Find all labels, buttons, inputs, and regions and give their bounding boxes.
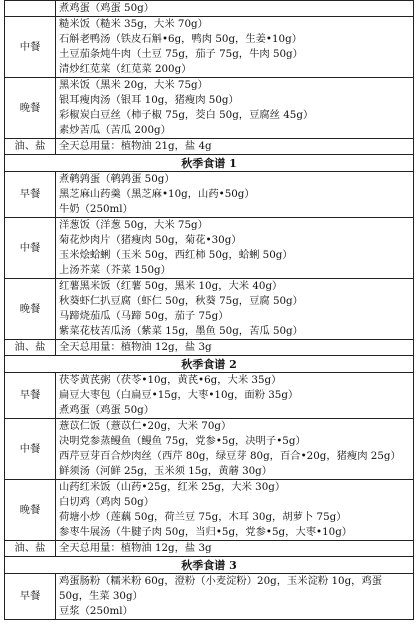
dish-line: 荷塘小炒（莲藕 50g，荷兰豆 75g，木耳 30g，胡萝卜 75g）	[59, 511, 347, 523]
dish-line: 扁豆大枣包（白扁豆•15g，大枣•10g，面粉 35g）	[59, 389, 299, 401]
dish-line: 糙米饭（糙米 35g，大米 70g）	[59, 18, 208, 30]
dish-line: 山药红米饭（山药•25g，红米 25g，大米 30g）	[59, 481, 286, 493]
meal-name: 中餐	[5, 17, 56, 78]
recipe-table	[4, 0, 414, 620]
dish-line: 秋葵虾仁扒豆腐（虾仁 50g，秋葵 75g，豆腐 50g）	[59, 295, 303, 307]
dish-line: 鸡蛋肠粉（糯米粉 60g，澄粉（小麦淀粉）20g，玉米淀粉 10g，鸡蛋 50g，生菜 30g）	[59, 575, 383, 602]
meal-name: 中餐	[5, 419, 56, 480]
dish-line: 洋葱饭（洋葱 50g，大米 75g）	[59, 219, 208, 231]
section-title: 秋季食谱 2	[5, 356, 414, 373]
dish-line: 白切鸡（鸡肉 50g）	[59, 496, 155, 508]
meal-row	[5, 340, 414, 356]
meal-row	[5, 17, 414, 78]
meal-items	[56, 419, 414, 480]
dish-line: 石斛老鸭汤（铁皮石斛•6g，鸭肉 50g，生姜•10g）	[59, 33, 302, 45]
dish-line: 全天总用量：植物油 12g，盐 3g	[59, 341, 212, 353]
meal-items	[56, 218, 414, 279]
dish-line: 菊花炒肉片（猪瘦肉 50g，菊花•30g）	[59, 234, 242, 246]
dish-line: 煮鸡蛋（鸡蛋 50g）	[59, 2, 155, 14]
meal-row	[5, 419, 414, 480]
dish-line: 决明党参蒸鳗鱼（鳗鱼 75g，党参•5g，决明子•5g）	[59, 435, 306, 447]
meal-items	[56, 279, 414, 340]
dish-line: 素炒苦瓜（苦瓜 200g）	[59, 124, 171, 136]
dish-line: 紫菜花枝苦瓜汤（紫菜 15g，墨鱼 50g，苦瓜 50g）	[59, 325, 303, 337]
dish-line: 牛奶（250ml）	[59, 203, 133, 215]
dish-line: 全天总用量：植物油 21g，盐 4g	[59, 140, 212, 152]
dish-line: 黑芝麻山药羹（黑芝麻•10g，山药•50g）	[59, 188, 255, 200]
meal-items	[56, 480, 414, 541]
dish-line: 马蹄烧茄瓜（马蹄 50g，茄子 75g）	[59, 310, 229, 322]
meal-name: 油、盐	[5, 541, 56, 557]
dish-line: 西芹豆芽百合炒肉丝（西芹 80g，绿豆芽 80g，百合•20g，猪瘦肉 25g）	[59, 450, 401, 462]
dish-line: 煮鸡蛋（鸡蛋 50g）	[59, 404, 155, 416]
meal-name: 晚餐	[5, 279, 56, 340]
section-title: 秋季食谱 3	[5, 557, 414, 574]
meal-row	[5, 480, 414, 541]
meal-name: 晚餐	[5, 78, 56, 139]
meal-items	[56, 340, 414, 356]
meal-items	[56, 373, 414, 419]
dish-line: 玉米烩蛤蜊（玉米 50g，西红柿 50g，蛤蜊 50g）	[59, 249, 293, 261]
dish-line: 银耳瘦肉汤（银耳 10g，猪瘦肉 50g）	[59, 94, 239, 106]
meal-items	[56, 1, 414, 17]
dish-line: 红薯黑米饭（红薯 50g，黑米 10g，大米 40g）	[59, 280, 283, 292]
meal-row	[5, 139, 414, 155]
meal-row	[5, 279, 414, 340]
section-title: 秋季食谱 1	[5, 155, 414, 172]
meal-name: 晚餐	[5, 480, 56, 541]
dish-line: 土豆茄条炖牛肉（土豆 75g，茄子 75g，牛肉 50g）	[59, 48, 303, 60]
meal-items	[56, 78, 414, 139]
meal-name: 油、盐	[5, 340, 56, 356]
meal-name: 中餐	[5, 218, 56, 279]
meal-row	[5, 218, 414, 279]
recipe-table-body	[5, 1, 414, 620]
meal-items	[56, 17, 414, 78]
meal-items	[56, 574, 414, 620]
dish-line: 豆浆（250ml）	[59, 605, 133, 617]
meal-items	[56, 541, 414, 557]
meal-row	[5, 172, 414, 218]
meal-row	[5, 373, 414, 419]
meal-items	[56, 172, 414, 218]
meal-row	[5, 78, 414, 139]
section-title-row	[5, 557, 414, 574]
dish-line: 煮鹌鹑蛋（鹌鹑蛋 50g）	[59, 173, 175, 185]
dish-line: 薏苡仁饭（薏苡仁•20g，大米 70g）	[59, 420, 232, 432]
meal-name: 早餐	[5, 373, 56, 419]
meal-row	[5, 574, 414, 620]
meal-name: 油、盐	[5, 139, 56, 155]
dish-line: 参枣牛展汤（牛腱子肉 50g，当归•5g，党参•5g，大枣•10g）	[59, 526, 353, 538]
meal-name: 早餐	[5, 172, 56, 218]
dish-line: 鲜须汤（河鲜 25g，玉米须 15g，黄蘑 30g）	[59, 465, 273, 477]
dish-line: 全天总用量：植物油 12g，盐 3g	[59, 542, 212, 554]
meal-row	[5, 541, 414, 557]
dish-line: 彩椒炭白豆丝（柿子椒 75g，茭白 50g，豆腐丝 45g）	[59, 109, 314, 121]
dish-line: 黑米饭（黑米 20g，大米 75g）	[59, 79, 208, 91]
dish-line: 清炒红苋菜（红苋菜 200g）	[59, 63, 192, 75]
meal-name: 早餐	[5, 574, 56, 620]
meal-row	[5, 1, 414, 17]
meal-name	[5, 1, 56, 17]
section-title-row	[5, 356, 414, 373]
dish-line: 上汤芥菜（芥菜 150g）	[59, 264, 171, 276]
meal-items	[56, 139, 414, 155]
section-title-row	[5, 155, 414, 172]
dish-line: 茯苓黄芪粥（茯苓•10g，黄芪•6g，大米 35g）	[59, 374, 282, 386]
